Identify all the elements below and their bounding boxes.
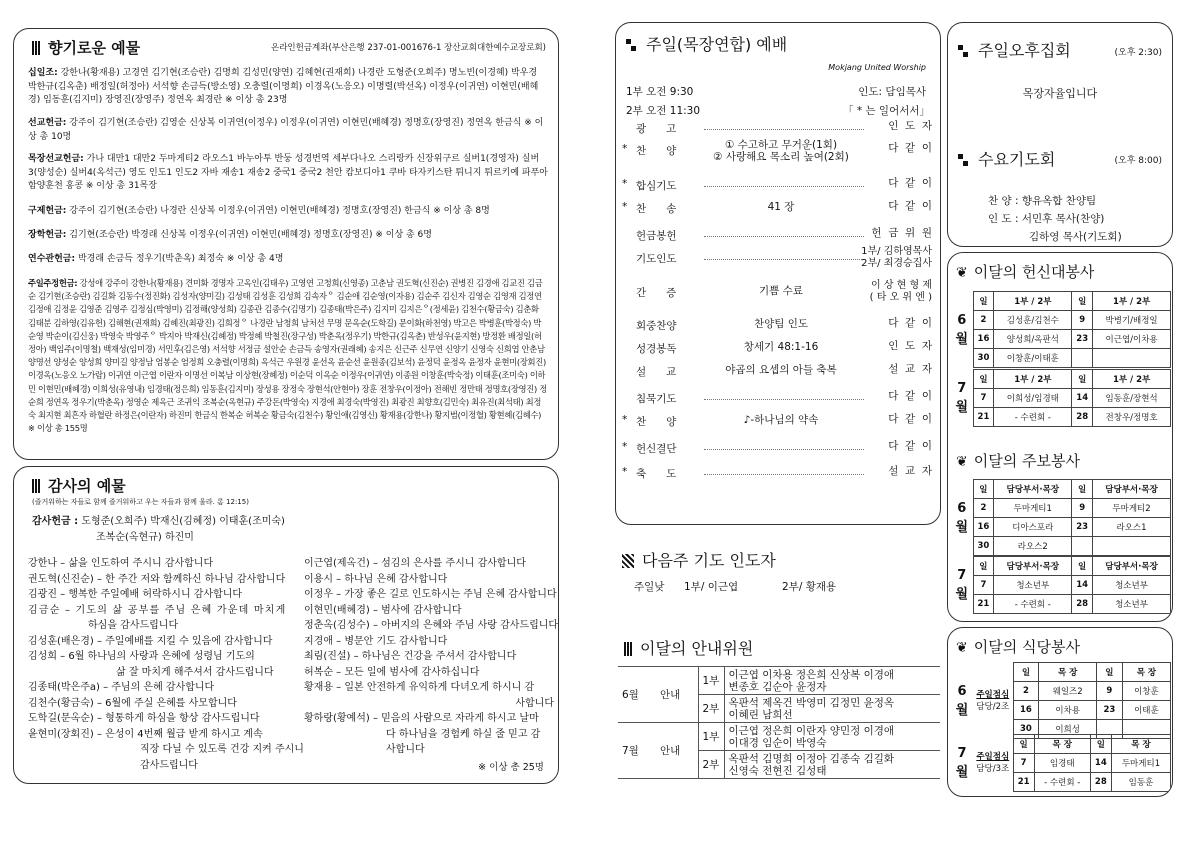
- table-cell: 이태훈: [1122, 701, 1170, 720]
- thanks-line: 삶 잘 마치게 해주셔서 감사드립니다: [116, 666, 274, 678]
- thanks-line: 감사드립니다: [140, 759, 198, 771]
- thanks-line: 도학길(문옥순) – 형통하게 하심을 항상 감사드립니다: [28, 713, 260, 724]
- table-cell: 9: [1072, 311, 1093, 330]
- table-cell: 16: [973, 518, 994, 537]
- heart-icon: ❦: [956, 640, 968, 656]
- thanks-line: 이근엽(제옥건) – 섬김의 은사를 주시니 감사합니다: [304, 558, 526, 569]
- worship-star: *: [622, 143, 628, 155]
- afternoon-title: 주일오후집회: [958, 38, 1071, 61]
- worship-item: [616, 139, 940, 167]
- thanks-line: 직장 다닐 수 있도록 건강 지켜 주시니: [140, 744, 304, 755]
- worship-name: 설 교: [636, 366, 677, 378]
- worship-star: *: [622, 441, 628, 453]
- column-header: 일: [1013, 735, 1034, 754]
- heart-icon: ❦: [956, 454, 968, 470]
- thanks-line: 김천수(황금숙) – 6월에 주실 은혜를 사모합니다: [28, 697, 237, 709]
- offering-group: 십일조: 강한나(황재용) 고경연 김기현(조승란) 김명희 김성민(양연) 김혜현(권재희) 나경란 도형준(오희주) 명노빈(이경혜) 박우경 박한규(김옥춘) 배정일(허정아) 서석향 손금득(방소영) 오충렬(이명희) 이경옥(노응오) 이명렬(박선옥) 이정우(이귀연) 이현민(배혜경) 임동훈(김지미) 장영진(장영주) 정연옥 최경란 ※ 이상 총 23명: [28, 68, 539, 105]
- table-cell: 23: [1072, 518, 1093, 537]
- table-cell: 9: [1096, 682, 1122, 701]
- offering-group: 연수관헌금: 박경래 손금득 정우기(박춘옥) 최정숙 ※ 이상 총 4명: [28, 254, 284, 264]
- table-cell: [1093, 537, 1171, 556]
- thanks-line: 김성희 – 6월 하나님의 사랑과 은혜에 성령님 기도의: [28, 651, 255, 662]
- table-header: [951, 480, 1171, 499]
- table-cell: 두마게티1: [1111, 754, 1170, 773]
- column-header: 목 장: [1039, 663, 1097, 682]
- thanks-line: 하심을 감사드립니다: [88, 620, 179, 631]
- offering-account: 온라인헌금계좌(부산은행 237-01-001676-1 장산교회대한예수교장로회): [271, 43, 546, 53]
- meal-group: 담당/3조: [976, 764, 1010, 774]
- thanks-line: 정춘옥(김성수) – 아버지의 은혜와 주님 사랑 감사드립니다: [304, 620, 559, 631]
- dotted-leader: [704, 259, 864, 260]
- worship-content: ① 수고하고 무거운(1회) ② 사랑해요 목소리 높여(2회): [713, 139, 849, 163]
- column-header: 일: [973, 370, 994, 389]
- worship-name: 찬 양: [636, 416, 677, 428]
- month-label: 7월: [955, 568, 969, 602]
- thanks-line: 사합니다: [386, 744, 425, 755]
- table-header: [951, 292, 1171, 311]
- table-cell: 2: [973, 311, 994, 330]
- thanks-line: 김광진 – 행복한 주일예배 허락하시니 감사합니다: [28, 589, 243, 600]
- table-cell: 7: [973, 576, 994, 595]
- dining-june: [951, 662, 1171, 739]
- table-row: [951, 311, 1171, 330]
- column-header: 목 장: [1034, 735, 1090, 754]
- table-cell: 양성희/옥판석: [994, 330, 1072, 349]
- worship-item: [616, 364, 940, 388]
- thanks-line: 김종태(박은주a) – 주님의 은혜 감사합니다: [28, 682, 215, 693]
- thanks-title: 감사의 예물: [32, 475, 126, 496]
- thanks-line: 지경애 – 병문안 기도 감사합니다: [304, 635, 448, 647]
- worship-name: 찬 양: [636, 145, 677, 157]
- offering-group: 선교헌금: 강주이 김기현(조승란) 김영순 신상복 이귀연(이정우) 이정우(이귀연) 이현민(배혜경) 정명호(장영진) 정연옥 한금식 ※ 이상 총 10명: [28, 118, 544, 142]
- table-cell: - 수련회 -: [1034, 773, 1090, 792]
- table-cell: [1072, 537, 1093, 556]
- meal-label: [973, 735, 1013, 792]
- thanks-total: ※ 이상 총 25명: [478, 762, 544, 773]
- table-cell: 28: [1072, 408, 1093, 427]
- worship-name: 헌금봉헌: [636, 230, 677, 242]
- worship-content: 창세기 48:1-16: [743, 341, 819, 353]
- table-cell: 30: [1013, 720, 1039, 739]
- service-panel: [947, 252, 1173, 622]
- table-cell: 7: [1013, 754, 1034, 773]
- table-cell: 30: [973, 537, 994, 556]
- worship-name: 간 증: [636, 287, 677, 299]
- table-header: [951, 557, 1171, 576]
- worship-name: 축 도: [636, 468, 677, 480]
- meal-label: [973, 663, 1013, 739]
- month-label: 7월: [955, 381, 969, 415]
- worship-item: [616, 178, 940, 202]
- table-cell: 28: [1090, 773, 1111, 792]
- worship-name: 찬 송: [636, 203, 677, 215]
- table-row: [951, 330, 1171, 349]
- worship-person: 인 도 자: [888, 340, 932, 352]
- next-prayer-title: 다음주 기도 인도자: [622, 548, 942, 571]
- table-cell: 2: [973, 499, 994, 518]
- offering-group: 장학헌금: 김기현(조승란) 박경래 신상복 이정우(이귀연) 이현민(배혜경) 정명호(장영진) ※ 이상 총 6명: [28, 230, 432, 240]
- table-cell: 두마게티1: [994, 499, 1072, 518]
- table-cell: 7: [973, 389, 994, 408]
- table-row: 7월 안내 1부 이근엽 정은희 이란자 양민정 이경애 이대경 임순이 박영숙: [618, 723, 940, 751]
- column-header: 담당부서·목장: [994, 557, 1072, 576]
- worship-content: ♪-하나님의 약속: [743, 414, 819, 426]
- wednesday-title: 수요기도회: [958, 147, 1055, 170]
- table-row: [951, 537, 1171, 556]
- table-row: [951, 576, 1171, 595]
- worship-item: [616, 246, 940, 275]
- table-cell: 이희성/임경태: [994, 389, 1072, 408]
- dotted-leader: [704, 399, 864, 400]
- table-header: [951, 370, 1171, 389]
- thanks-line: 황재용 – 일본 안전하게 유익하게 다녀오게 하시니 감: [304, 682, 535, 693]
- table-cell: 14: [1090, 754, 1111, 773]
- table-cell: [1072, 349, 1093, 368]
- worship-leader: 인도: 담임목사: [858, 86, 926, 98]
- column-header: 1부 / 2부: [1093, 292, 1171, 311]
- thanks-line: 최림(진설) – 하나님은 건강을 주셔서 감사합니다: [304, 651, 517, 662]
- worship-person: 다 같 이: [888, 177, 932, 189]
- column-header: 담당부서·목장: [1093, 480, 1171, 499]
- bars-icon: [32, 41, 40, 55]
- table-cell: 21: [973, 408, 994, 427]
- worship-name: 광 고: [636, 123, 677, 135]
- worship-name: 침묵기도: [636, 393, 677, 405]
- table-row: 2부 옥판석 김명희 이정아 김종숙 김길화 신영숙 전현진 김성태: [618, 751, 940, 779]
- worship-star: *: [622, 466, 628, 478]
- dining-title: ❦ 이달의 식당봉사: [956, 638, 1080, 656]
- square-icon: [958, 45, 968, 57]
- thanks-line: 권도혁(신진순) – 한 주간 저와 함께하신 하나님 감사합니다: [28, 573, 286, 585]
- thanks-verse: (즐거워하는 자들로 함께 즐거워하고 우는 자들과 함께 울라. 롬 12:15): [32, 498, 249, 506]
- guides: [622, 636, 942, 796]
- offering-group: 구제헌금: 강주이 김기현(조승란) 나경란 신상복 이정우(이귀연) 이현민(배혜경) 정명호(장영진) 한금식 ※ 이상 총 8명: [28, 206, 490, 216]
- worship-item: [616, 341, 940, 365]
- table-cell: 임동훈: [1111, 773, 1170, 792]
- table-row: [951, 595, 1171, 614]
- thanks-line: 김금순 – 기도의 삶 공부를 주님 은혜 가운데 마치게: [28, 604, 287, 616]
- worship-content: 기쁨 수료: [759, 285, 803, 297]
- column-header: 담당부서·목장: [994, 480, 1072, 499]
- thanks-line: 이용시 – 하나님 은혜 감사합니다: [304, 573, 448, 585]
- column-header: 일: [1072, 480, 1093, 499]
- next-prayer-second: 2부/ 황재용: [782, 581, 837, 593]
- worship-note: 「 * 는 일어서서」: [843, 105, 930, 117]
- month-label: 7월: [955, 746, 969, 780]
- dining-panel: [947, 627, 1173, 797]
- table-cell: 14: [1072, 576, 1093, 595]
- table-cell: [1093, 349, 1171, 368]
- guides-table: [618, 666, 940, 779]
- column-header: 목 장: [1122, 663, 1170, 682]
- table-cell: 박병기/배정일: [1093, 311, 1171, 330]
- wednesday-leader-2: 김하영 목사(기도회): [1029, 231, 1122, 243]
- next-prayer: [622, 548, 942, 608]
- thanks-offering-2: 조복순(옥현규) 하진미: [96, 532, 194, 543]
- column-header: 일: [1090, 735, 1111, 754]
- table-header: [951, 735, 1171, 754]
- dedication-june: [951, 291, 1171, 368]
- table-row: [951, 518, 1171, 537]
- worship-time-2: 2부 오전 11:30: [626, 105, 701, 117]
- thanks-line: 사합니다: [515, 697, 554, 709]
- dotted-leader: [704, 474, 864, 475]
- worship-star: *: [622, 201, 628, 213]
- worship-person: 설 교 자: [888, 465, 932, 477]
- month-label: 6월: [955, 312, 969, 347]
- heart-icon: ❦: [956, 265, 968, 281]
- thanks-list-right: [304, 556, 559, 758]
- wednesday-praise: 찬 양 : 향유옥합 찬양팀: [988, 195, 1097, 207]
- worship-name: 헌신결단: [636, 443, 677, 455]
- thanks-line: 황하랑(황예석) – 믿음의 사람으로 자라게 하시고 날마: [304, 713, 539, 724]
- guides-title: 이달의 안내위원: [624, 636, 942, 659]
- table-cell: 21: [1013, 773, 1034, 792]
- table-row: 2부 옥판석 제옥건 박영미 김정민 윤정옥 이혜린 남희선: [618, 695, 940, 723]
- thanks-list-left: [28, 556, 304, 773]
- worship-item: [616, 466, 940, 490]
- table-row: [951, 408, 1171, 427]
- table-row: [951, 499, 1171, 518]
- table-cell: 청소년부: [1093, 595, 1171, 614]
- worship-person: 인 도 자: [888, 120, 932, 132]
- column-header: 일: [1013, 663, 1039, 682]
- dotted-leader: [704, 186, 864, 187]
- table-cell: 전창우/정명호: [1093, 408, 1171, 427]
- worship-person: 다 같 이: [888, 413, 932, 425]
- offering-title: 향기로운 예물: [32, 37, 140, 58]
- thanks-line: 강한나 – 삶을 인도하여 주시니 감사합니다: [28, 558, 214, 569]
- table-cell: 이근엽/이차용: [1093, 330, 1171, 349]
- meal-type: 주일점심: [976, 752, 1010, 762]
- table-cell: - 수련회 -: [994, 595, 1072, 614]
- bars-icon: [32, 479, 40, 493]
- worship-name: 기도인도: [636, 253, 677, 265]
- table-cell: 23: [1072, 330, 1093, 349]
- worship-name: 합심기도: [636, 180, 677, 192]
- worship-item: [616, 280, 940, 309]
- afternoon-time: (오후 2:30): [1114, 48, 1162, 58]
- worship-person: 다 같 이: [888, 440, 932, 452]
- table-cell: 라오스2: [994, 537, 1072, 556]
- offering-group: 주일주정헌금: 강성애 강주이 강한나(황재용) 견미화 경명자 고옥인(김태우) 고영연 고청희(신영종) 고춘남 권도혁(신진순) 권병진 김경애 김교진 김금순 김기현(조승란) 김길화 김동수(정진화) 김성자(양미길) 김성태 김성훈 김성희 김속자ᄋ 김순애 김순영(이자용) 김순주 김신자 김영순 김영재 김정연 김정애 김정윤 김영준 김영주 김정심(박영미) 김정해(양성희) 김종관 김종수(김명기) 김종태(박은주) 김지미 김지은ᄋ(정세윤) 김천수(황금숙) 김춘화 김태분 김하영(김유헌) 김해현(권재희) 김혜진(최광진) 김희정ᄋ 나경란 남청희 남처선 무명 문옥순(도학길) 문이화(하천영) 박고은 박병훈(박정숙) 박순영 박순이(김신웅) 박영숙 박영주ᄋ 박지아 박재신(김혜정) 박정혜 박철진(장구성) 박춘옥(정우기) 박한규(김옥춘) 반성우(윤지현) 방정환 배정일(허정아) 백임주(이명철) 백재성(임미경) 서민후(김은영) 서석향 서정금 설안순 손금득 송영자(권래혜) 송지은 신근주 신무연 신양기 신영숙 신희엽 안춘남 양명선 양성순 양성희 양미길 양정남 엄봉순 엄정희 오충렬(이명희) 옥석근 우원경 윤선옥 윤순선 윤원종(김보석) 윤정덕 윤정옥 윤정자 윤현미(장회진) 이경옥(노응오 노가람) 이귀연 이근엽 이란자 이명선 이복남 이상현(장혜정) 이순덕 이옥순 이정우(이귀연) 이종원 이창훈(박숙정) 이태훈(조미숙) 이하민 이현민(배혜경) 이희성(유영내) 임경태(정은희) 임동훈(김지미) 장성용 장정숙 장현석(안현아) 장훈 전창우(이정아) 전해빈 정만태 정명호(장영진) 정순희 정연옥 정우기(박춘옥) 정영순 제옥근 조귀익 조복순(옥현규) 주강돈(박영숙) 지경애 최경숙(박영진) 최광진 최향호(김민숙) 최유진(최석태) 최정숙 최지현 최흔자 하혈란 하정은(이란자) 하진미 한금식 한복순 허복순 황금숙(김천수) 황인애(김영신) 황재용(강한나) 황지범(이정혈) 황현혜(김혜수) ※ 이상 총 155명: [28, 278, 547, 434]
- table-cell: 김성훈/김천수: [994, 311, 1072, 330]
- column-header: 1부 / 2부: [1093, 370, 1171, 389]
- column-header: 일: [1072, 292, 1093, 311]
- table-row: [951, 389, 1171, 408]
- square-icon: [626, 39, 636, 51]
- worship-content: 41 장: [767, 201, 795, 213]
- table-cell: 청소년부: [994, 576, 1072, 595]
- column-header: 일: [1072, 370, 1093, 389]
- table-cell: 이희성: [1039, 720, 1097, 739]
- worship-person: 다 같 이: [888, 317, 932, 329]
- worship-person: 다 같 이: [888, 200, 932, 212]
- table-cell: 임동훈/장현석: [1093, 389, 1171, 408]
- table-header: [951, 663, 1171, 682]
- table-cell: 임경태: [1034, 754, 1090, 773]
- worship-person: 설 교 자: [888, 363, 932, 375]
- table-cell: 21: [973, 595, 994, 614]
- dedication-july: [951, 369, 1171, 427]
- afternoon-text: 목장자율입니다: [1022, 87, 1098, 100]
- table-cell: 청소년부: [1093, 576, 1171, 595]
- table-cell: 이창훈: [1122, 682, 1170, 701]
- worship-person: 이 상 현 형 제 ( 타 오 위 엔 ): [869, 280, 932, 303]
- thanks-line: 다 하나님을 경험케 하실 줄 믿고 감: [386, 728, 541, 740]
- thanks-offering: 감사헌금 : 도형준(오희주) 박재신(김혜정) 이태훈(조미숙): [32, 516, 285, 527]
- column-header: 일: [973, 480, 994, 499]
- worship-title: 주일(목장연합) 예배: [626, 32, 787, 55]
- table-cell: 두마게티2: [1093, 499, 1171, 518]
- table-cell: 28: [1072, 595, 1093, 614]
- dotted-leader: [704, 129, 864, 130]
- hatch-icon: [622, 554, 634, 568]
- table-cell: 9: [1072, 499, 1093, 518]
- table-cell: 디아스포라: [994, 518, 1072, 537]
- next-prayer-label: 주일낮: [634, 581, 665, 593]
- column-header: 일: [1096, 663, 1122, 682]
- bulletin-june: [951, 479, 1171, 556]
- dining-july: [951, 734, 1171, 792]
- table-cell: 라오스1: [1093, 518, 1171, 537]
- worship-person: 다 같 이: [888, 142, 932, 154]
- worship-subtitle: Mokjang United Worship: [828, 63, 926, 72]
- thanks-line: 김성훈(배은경) – 주일예배를 지킬 수 있음에 감사합니다: [28, 635, 273, 647]
- dotted-leader: [704, 449, 864, 450]
- worship-item: [616, 391, 940, 415]
- bulletin-july: [951, 556, 1171, 614]
- column-header: 일: [973, 292, 994, 311]
- meetings-panel: [947, 22, 1173, 247]
- column-header: 일: [973, 557, 994, 576]
- worship-name: 성경봉독: [636, 343, 677, 355]
- worship-star: *: [622, 414, 628, 426]
- worship-panel: [615, 22, 941, 525]
- worship-name: 회중찬양: [636, 320, 677, 332]
- column-header: 1부 / 2부: [994, 292, 1072, 311]
- thanks-line: 윤현미(장회진) – 은성이 4번째 월급 받게 하시고 계속: [28, 728, 263, 740]
- column-header: 담당부서·목장: [1093, 557, 1171, 576]
- month-label: 6월: [955, 683, 969, 718]
- table-cell: 웨일즈2: [1039, 682, 1097, 701]
- offering-panel: [13, 28, 559, 460]
- table-cell: 이창훈/이태훈: [994, 349, 1072, 368]
- table-cell: 16: [973, 330, 994, 349]
- worship-person: 헌 금 위 원: [871, 227, 932, 239]
- worship-item: [616, 441, 940, 465]
- column-header: 1부 / 2부: [994, 370, 1072, 389]
- thanks-line: 이정우 – 가장 좋은 길로 인도하시는 주님 은혜 감사합니다: [304, 589, 557, 600]
- table-row: [951, 349, 1171, 368]
- worship-time-1: 1부 오전 9:30: [626, 86, 694, 98]
- table-cell: 2: [1013, 682, 1039, 701]
- thanks-line: 허복순 – 모든 일에 범사에 감사하십니다: [304, 666, 480, 678]
- worship-content: 찬양팀 인도: [753, 318, 809, 330]
- table-cell: 23: [1096, 701, 1122, 720]
- table-cell: 이차용: [1039, 701, 1097, 720]
- dotted-leader: [704, 236, 864, 237]
- column-header: 일: [1072, 557, 1093, 576]
- thanks-panel: [13, 466, 559, 784]
- offering-group: 목장선교헌금: 가나 대만1 대만2 두마게티2 라오스1 바누아투 반둥 성경번역 세부다나오 스리랑카 신장위구르 실버1(경영자) 실버3(양성순) 실버4(옥석근) 영도 인도1 인도2 자바 재송1 재송2 중국1 중국2 천안 캄보디아1 쿠바 타자키스탄 튀니지 튀르키예 파푸아 함양훈천 홍콩 ※ 이상 총 31목장: [28, 154, 548, 191]
- worship-person: 다 같 이: [888, 390, 932, 402]
- worship-item: [616, 201, 940, 225]
- worship-star: *: [622, 178, 628, 190]
- table-cell: 30: [973, 349, 994, 368]
- table-cell: 14: [1072, 389, 1093, 408]
- table-row: 6월 안내 1부 이근엽 이차용 정은희 신상복 이경애 변종호 김순아 윤정자: [618, 667, 940, 695]
- wednesday-time: (오후 8:00): [1114, 156, 1162, 166]
- wednesday-leader: 인 도 : 서민후 목사(찬양): [988, 213, 1105, 225]
- meal-group: 담당/2조: [976, 701, 1010, 712]
- month-label: 6월: [955, 500, 969, 535]
- dedication-title: ❦ 이달의 헌신대봉사: [956, 263, 1095, 281]
- worship-item: [616, 318, 940, 342]
- table-cell: - 수련회 -: [994, 408, 1072, 427]
- bars-icon: [624, 642, 632, 656]
- table-cell: 16: [1013, 701, 1039, 720]
- worship-content: 야곱의 요셉의 아들 축복: [725, 364, 837, 376]
- square-icon: [958, 154, 968, 166]
- thanks-line: 이현민(배혜경) – 범사에 감사합니다: [304, 604, 462, 616]
- worship-person: 1부/ 김하영목사 2부/ 최경승집사: [861, 246, 932, 269]
- worship-item: [616, 414, 940, 438]
- meal-type: 주일점심: [976, 689, 1010, 700]
- column-header: 목 장: [1111, 735, 1170, 754]
- bulletin-title: ❦ 이달의 주보봉사: [956, 452, 1080, 470]
- next-prayer-first: 1부/ 이근엽: [684, 581, 739, 593]
